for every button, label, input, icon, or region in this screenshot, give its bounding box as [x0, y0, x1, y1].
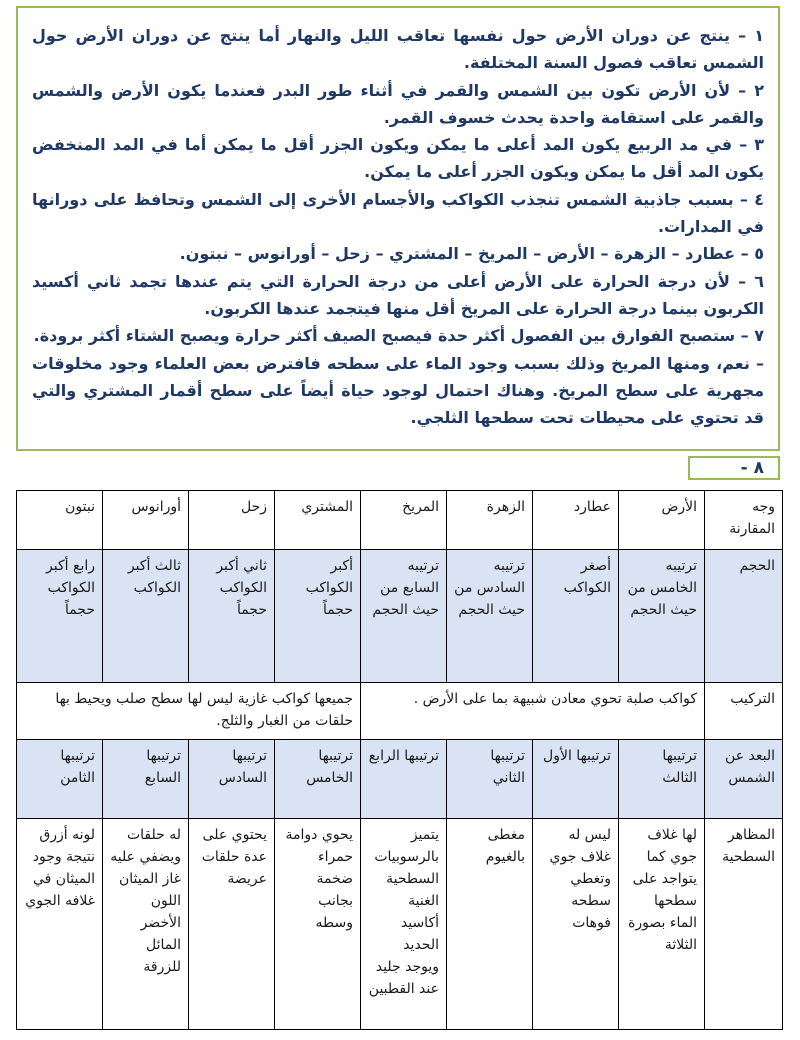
distance-row — [17, 740, 783, 819]
header-cell: المشتري — [275, 491, 361, 550]
answer-1: ١ – ينتج عن دوران الأرض حول نفسها تعاقب الليل والنهار أما ينتج عن دوران الأرض حول الشمس تعاقب فصول السنة المختلفة. — [32, 26, 764, 73]
features-cell: يحوي دوامة حمراء ضخمة بجانب وسطه — [275, 819, 361, 1030]
distance-cell: ترتيبها الثاني — [447, 740, 533, 819]
answer-3: ٣ – في مد الربيع يكون المد أعلى ما يمكن ويكون الجزر أقل ما يمكن أما في المد المنخفض يكون المد أقل ما يمكن ويكون الجزر أعلى ما يمكن. — [32, 135, 764, 182]
size-label: الحجم — [705, 550, 783, 683]
composition-row — [17, 683, 783, 740]
size-cell: رابع أكبر الكواكب حجماً — [17, 550, 103, 683]
features-cell: يحتوي على عدة حلقات عريضة — [189, 819, 275, 1030]
surface-features-row — [17, 819, 783, 1030]
size-row — [17, 550, 783, 683]
header-cell: نبتون — [17, 491, 103, 550]
features-cell: ليس له غلاف جوي وتغطي سطحه فوهات — [533, 819, 619, 1030]
size-cell: ترتيبه السادس من حيث الحجم — [447, 550, 533, 683]
size-cell: أكبر الكواكب حجماً — [275, 550, 361, 683]
header-cell: زحل — [189, 491, 275, 550]
header-cell: الزهرة — [447, 491, 533, 550]
composition-label: التركيب — [705, 683, 783, 740]
features-cell: لها غلاف جوي كما يتواجد على سطحها الماء بصورة الثلاثة — [619, 819, 705, 1030]
features-cell: مغطى بالغيوم — [447, 819, 533, 1030]
section-number: ٨ - — [688, 456, 780, 480]
distance-cell: ترتيبها الخامس — [275, 740, 361, 819]
answer-7-extra: – نعم، ومنها المريخ وذلك بسبب وجود الماء على سطحه فافترض بعض العلماء وجود مخلوقات مجهرية على سطح المريخ. وهناك احتمال لوجود حياة أيضاً على سطح أقمار المشتري والتي قد تحتوي على محيطات تحت سطحها الثلجي. — [32, 353, 764, 428]
composition-rocky-cell: كواكب صلبة تحوي معادن شبيهة بما على الأرض . — [361, 683, 705, 740]
answer-2: ٢ – لأن الأرض تكون بين الشمس والقمر في أثناء طور البدر فعندما يكون الأرض والشمس والقمر على استقامة واحدة يحدث خسوف القمر. — [32, 80, 764, 127]
answer-6: ٦ – لأن درجة الحرارة على الأرض أعلى من درجة الحرارة التي يتم عندها تجمد ثاني أكسيد الكربون بينما درجة الحرارة على المريخ أقل منها فيتجمد عندها الكربون. — [32, 271, 764, 318]
distance-cell: ترتيبها الثالث — [619, 740, 705, 819]
table-header-row — [17, 491, 783, 550]
distance-cell: ترتيبها الرابع — [361, 740, 447, 819]
planets-comparison-table — [16, 490, 783, 1030]
features-cell: يتميز بالرسوبيات السطحية الغنية أكاسيد الحديد ويوجد جليد عند القطبين — [361, 819, 447, 1030]
header-cell: الأرض — [619, 491, 705, 550]
features-cell: له حلقات ويضفي عليه غاز الميثان اللون الأخضر المائل للزرقة — [103, 819, 189, 1030]
size-cell: ثالث أكبر الكواكب — [103, 550, 189, 683]
size-cell: ثاني أكبر الكواكب حجماً — [189, 550, 275, 683]
header-cell: أورانوس — [103, 491, 189, 550]
composition-gas-cell: جميعها كواكب غازية ليس لها سطح صلب ويحيط بها حلقات من الغبار والثلج. — [17, 683, 361, 740]
header-cell: المريخ — [361, 491, 447, 550]
header-cell: وجه المقارنة — [705, 491, 783, 550]
answer-5: ٥ – عطارد – الزهرة – الأرض – المريخ – المشتري – زحل – أورانوس – نبتون. — [179, 244, 764, 264]
size-cell: أصغر الكواكب — [533, 550, 619, 683]
distance-label: البعد عن الشمس — [705, 740, 783, 819]
answers-box — [16, 6, 780, 451]
size-cell: ترتيبه السابع من حيث الحجم — [361, 550, 447, 683]
distance-cell: ترتيبها الثامن — [17, 740, 103, 819]
answer-7: ٧ – ستصبح الفوارق بين الفصول أكثر حدة فيصبح الصيف أكثر حرارة ويصبح الشتاء أكثر برودة. — [33, 326, 764, 346]
distance-cell: ترتيبها السابع — [103, 740, 189, 819]
distance-cell: ترتيبها الأول — [533, 740, 619, 819]
size-cell: ترتيبه الخامس من حيث الحجم — [619, 550, 705, 683]
answer-4: ٤ – بسبب جاذبية الشمس تنجذب الكواكب والأجسام الأخرى إلى الشمس وتحافظ على دورانها في المدارات. — [32, 189, 764, 237]
header-cell: عطارد — [533, 491, 619, 550]
features-cell: لونه أزرق نتيجة وجود الميثان في غلافه الجوي — [17, 819, 103, 1030]
distance-cell: ترتيبها السادس — [189, 740, 275, 819]
features-label: المظاهر السطحية — [705, 819, 783, 1030]
